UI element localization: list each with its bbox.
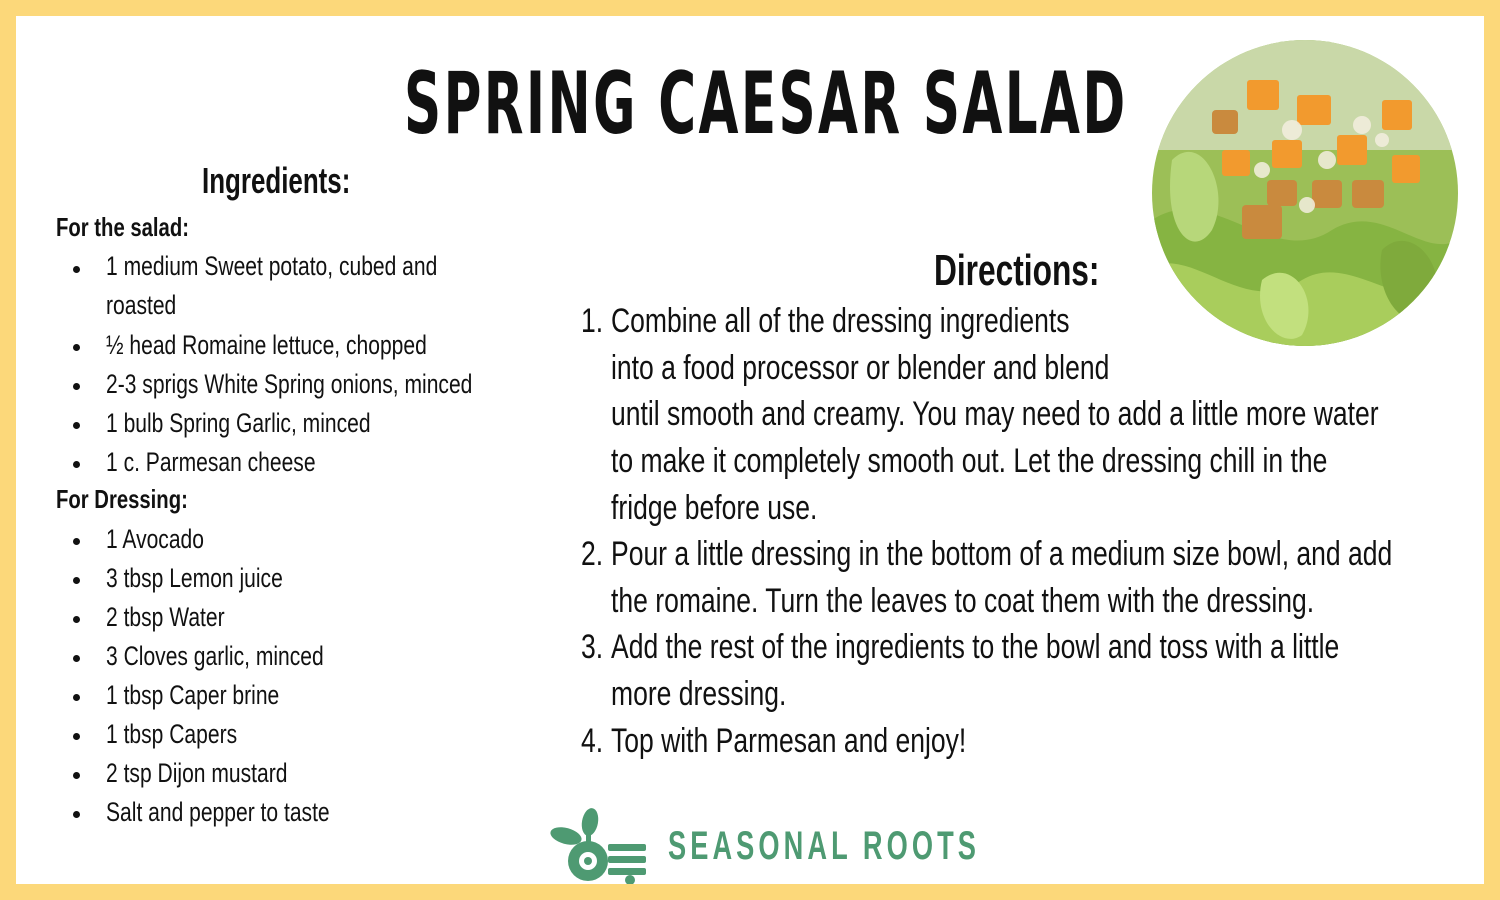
bullet-icon (73, 538, 80, 545)
step-number: 1. (581, 302, 604, 340)
bullet-icon (73, 577, 80, 584)
step-line: fridge before use. (611, 489, 818, 527)
bullet-icon (73, 694, 80, 701)
step-number: 3. (581, 628, 604, 666)
step-line: to make it completely smooth out. Let the dressing chill in the (611, 442, 1328, 480)
step-line: Combine all of the dressing ingredients (611, 302, 1070, 340)
step-line: Pour a little dressing in the bottom of a medium size bowl, and add (611, 535, 1393, 573)
bullet-icon (73, 616, 80, 623)
bullet-icon (73, 266, 80, 273)
step-line: until smooth and creamy. You may need to add a little more water (611, 395, 1379, 433)
brand-name: SEASONAL ROOTS (668, 824, 981, 868)
step-line: the romaine. Turn the leaves to coat them with the dressing. (611, 582, 1315, 620)
ingredients-heading: Ingredients: (202, 160, 351, 201)
step-line: more dressing. (611, 675, 787, 713)
step-number: 4. (581, 722, 604, 760)
recipe-card: SPRING CAESAR SALAD Ingredients: For the salad: 1 medium Sweet potato, cubed and roasted ½ head Romaine lettuce, chopped 2-3 sprigs White Spring onions, minced 1 bulb Spring Garlic, minced 1 c. Parmesan cheese For Dressing: 1 Avocado 3 tbsp Lemon juice 2 tbsp Water 3 Cloves garlic, minced 1 tbsp Caper brine 1 tbsp Capers 2 tsp Dijon mustard Salt and pepper to taste Directions: 1. Combine all of the dressing ingredients into a food processor or blender and blend until smooth and creamy. You may need to add a little more water to make it completely smooth out. Let the dressing chill in the fridge before use. 2. Pour a little dressing in the bottom of a medium size bowl, and add the romaine. Turn the leaves to coat them with the dressing. 3. Add the rest of the ingredients to the bowl and toss with a little more dressing. 4. Top with Parmesan and enjoy! SEASONAL ROOTS (16, 16, 1484, 884)
dressing-subheading: For Dressing: (56, 484, 188, 514)
step-line: Top with Parmesan and enjoy! (611, 722, 967, 760)
bullet-icon (73, 772, 80, 779)
step-number: 2. (581, 535, 604, 573)
bullet-icon (73, 655, 80, 662)
tractor-sprout-logo-icon (544, 806, 654, 884)
bullet-icon (73, 422, 80, 429)
directions-heading: Directions: (934, 246, 1100, 295)
bullet-icon (73, 344, 80, 351)
recipe-title: SPRING CAESAR SALAD (404, 54, 1128, 154)
bullet-icon (73, 733, 80, 740)
bullet-icon (73, 811, 80, 818)
step-line: Add the rest of the ingredients to the bowl and toss with a little (611, 628, 1340, 666)
brand-logo (544, 806, 981, 884)
bullet-icon (73, 461, 80, 468)
salad-photo (1152, 40, 1458, 346)
bullet-icon (73, 383, 80, 390)
step-line: into a food processor or blender and blend (611, 349, 1110, 387)
salad-subheading: For the salad: (56, 212, 189, 242)
